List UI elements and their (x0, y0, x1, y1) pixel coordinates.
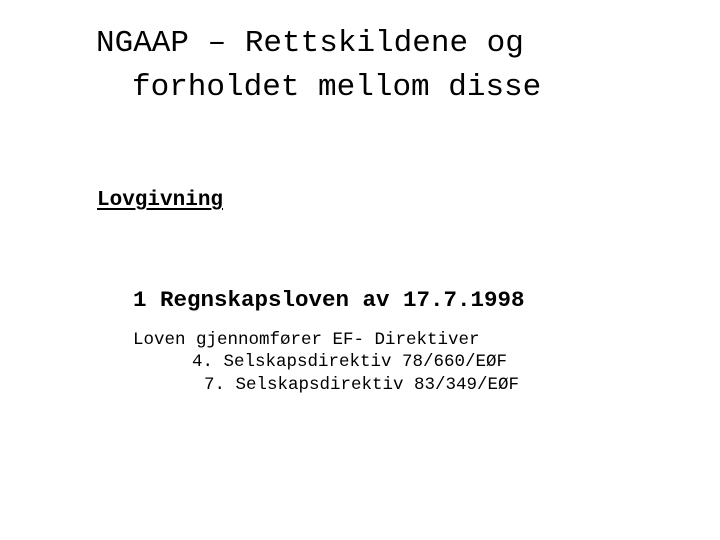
law-title: 1 Regnskapsloven av 17.7.1998 (133, 287, 525, 313)
directive-item: 4. Selskapsdirektiv 78/660/EØF (192, 352, 508, 372)
slide-title (96, 22, 696, 110)
title-line-2: forholdet mellom disse (132, 70, 542, 105)
law-description: Loven gjennomfører EF- Direktiver (133, 330, 480, 350)
directive-item: 7. Selskapsdirektiv 83/349/EØF (204, 375, 520, 395)
title-line-1: NGAAP – Rettskildene og (96, 26, 524, 61)
section-heading-lovgivning: Lovgivning (97, 189, 224, 212)
